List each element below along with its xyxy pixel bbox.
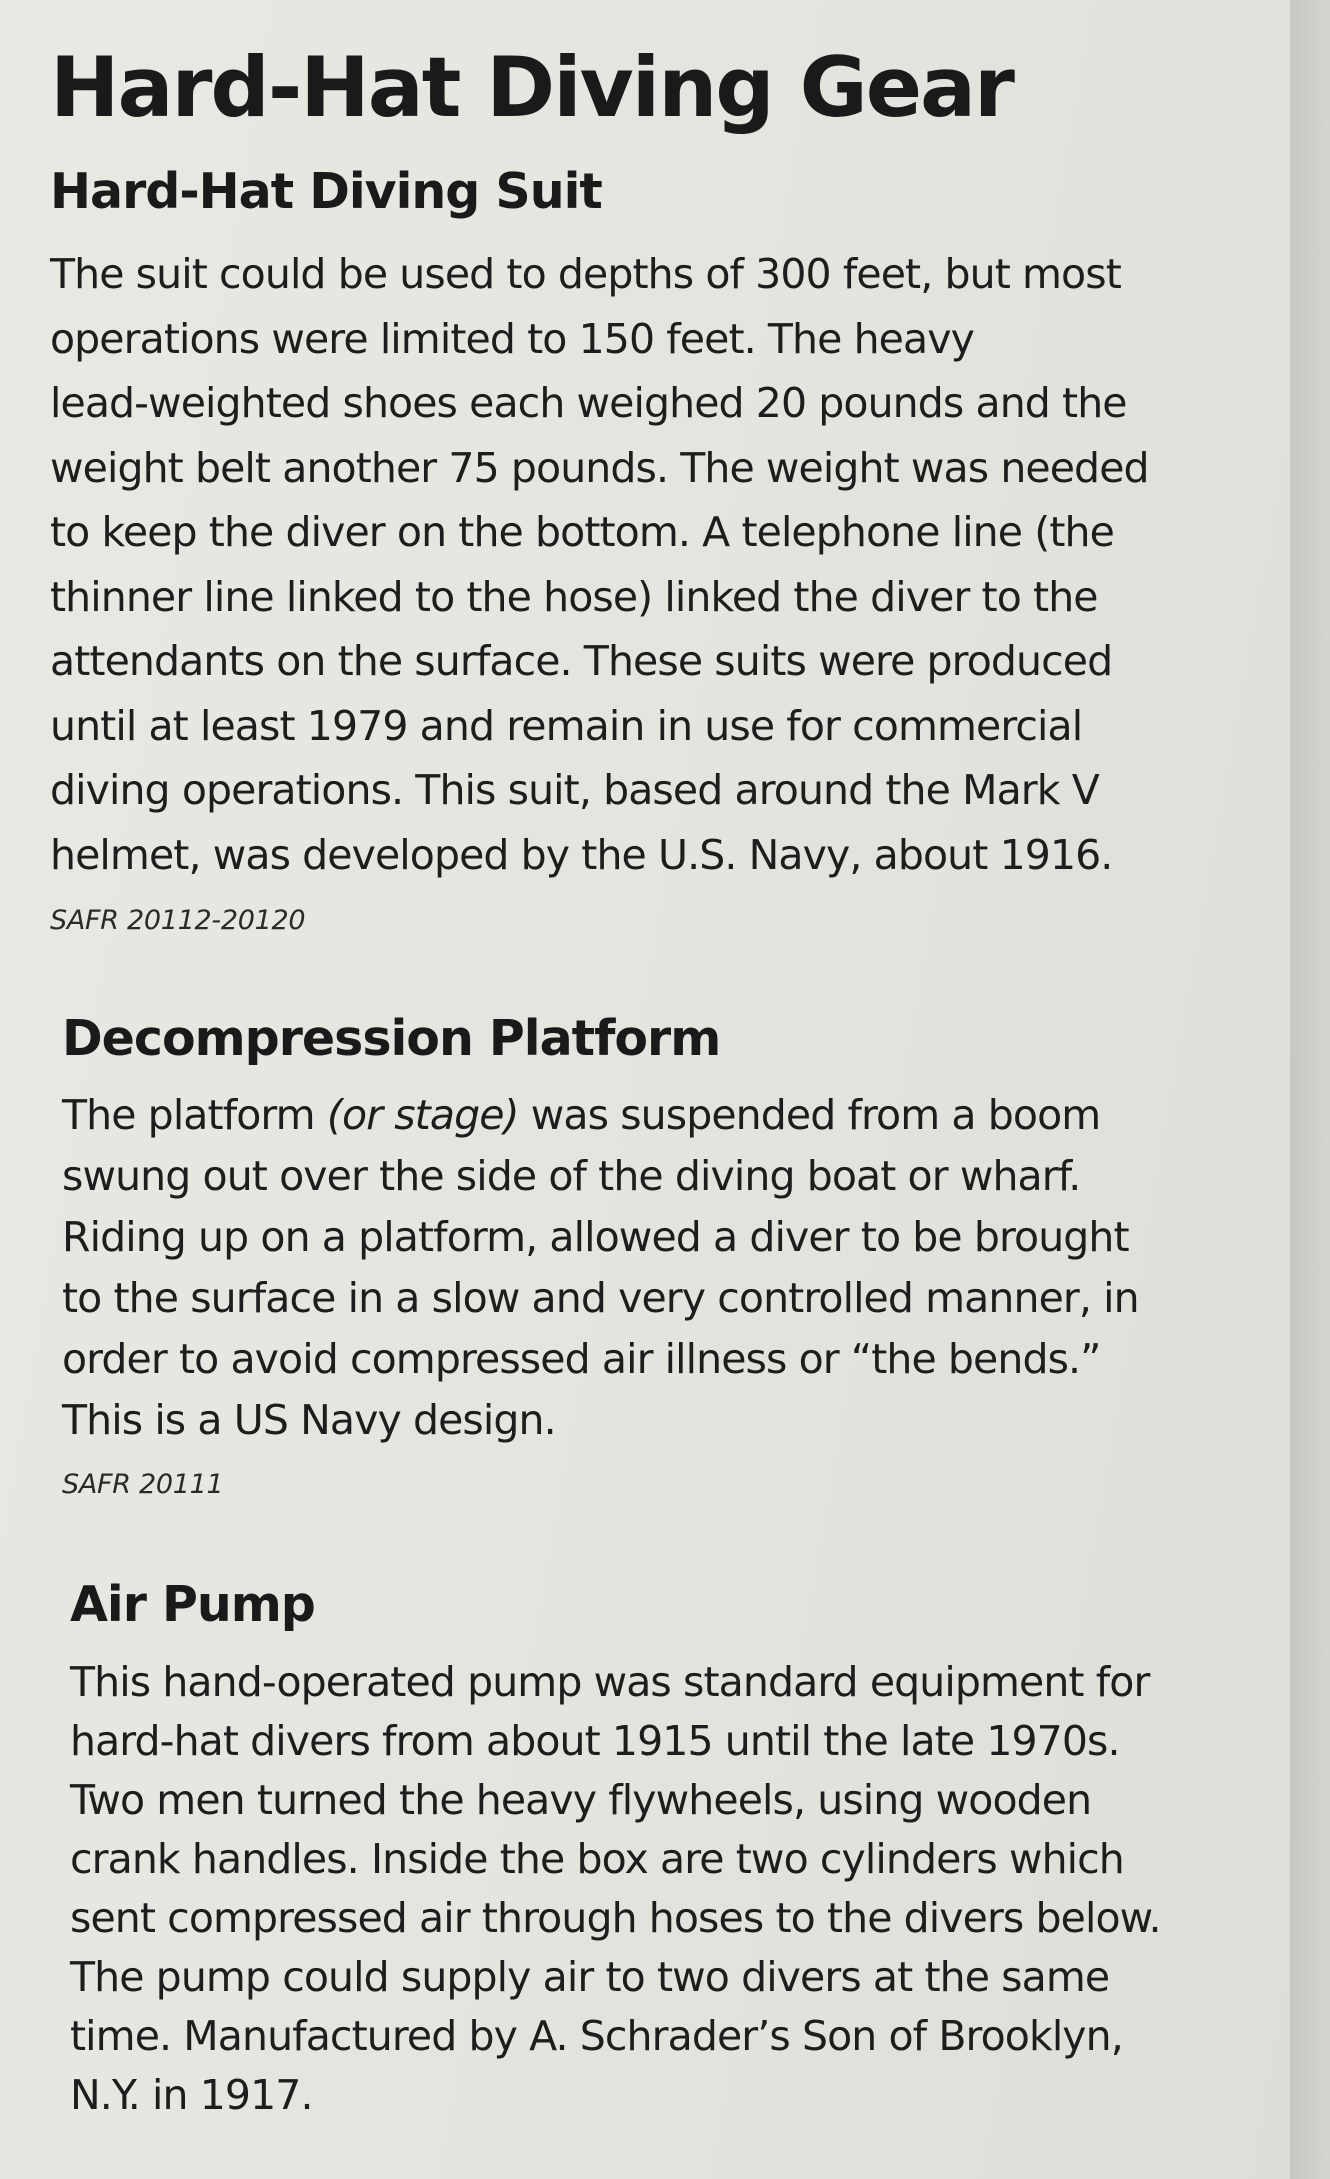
body-line: Two men turned the heavy flywheels, using wooden <box>70 1776 1092 1824</box>
body-line: diving operations. This suit, based around the Mark V <box>50 766 1099 814</box>
body-line: helmet, was developed by the U.S. Navy, about 1916. <box>50 830 1113 879</box>
sign-content <box>50 38 1285 2125</box>
body-line: This hand-operated pump was standard equipment for <box>70 1658 1150 1706</box>
body-line: lead-weighted shoes each weighed 20 pounds and the <box>50 379 1127 427</box>
body-line: N.Y. in 1917. <box>70 2071 313 2119</box>
section-heading: Air Pump <box>70 1576 315 1633</box>
body-line: to the surface in a slow and very controlled manner, in <box>62 1274 1139 1322</box>
body-line: order to avoid compressed air illness or “the bends.” <box>62 1335 1101 1383</box>
body-text: The platform <box>62 1091 327 1139</box>
catalog-number: SAFR 20112-20120 <box>50 905 306 936</box>
body-line: Riding up on a platform, allowed a diver to be brought <box>62 1213 1129 1261</box>
body-line: to keep the diver on the bottom. A telephone line (the <box>50 508 1114 556</box>
body-line: sent compressed air through hoses to the divers below. <box>70 1894 1161 1942</box>
section-body <box>70 1653 1285 2125</box>
body-line: crank handles. Inside the box are two cylinders which <box>70 1835 1124 1883</box>
page-title: Hard-Hat Diving Gear <box>50 39 1013 136</box>
body-line: weight belt another 75 pounds. The weight was needed <box>50 443 1149 492</box>
section-heading: Hard-Hat Diving Suit <box>50 163 602 220</box>
body-line: hard-hat divers from about 1915 until the late 1970s. <box>70 1717 1120 1765</box>
body-line <box>62 1085 1285 1146</box>
body-line: The pump could supply air to two divers at the same <box>70 1953 1110 2001</box>
section-body <box>62 1085 1285 1451</box>
body-line: until at least 1979 and remain in use for commercial <box>50 701 1083 750</box>
wall-edge <box>1290 0 1330 2179</box>
italic-text: (or stage) <box>326 1091 519 1139</box>
section-air-pump <box>70 1575 1285 2125</box>
section-diving-suit <box>50 162 1285 941</box>
body-line: swung out over the side of the diving boat or wharf. <box>62 1152 1081 1200</box>
section-decompression-platform <box>62 1009 1285 1505</box>
catalog-number: SAFR 20111 <box>62 1469 224 1500</box>
body-line: The suit could be used to depths of 300 feet, but most <box>50 250 1121 298</box>
section-body <box>50 242 1285 887</box>
body-line: thinner line linked to the hose) linked the diver to the <box>50 572 1098 621</box>
body-line: attendants on the surface. These suits were produced <box>50 637 1113 685</box>
body-line: time. Manufactured by A. Schrader’s Son of Brooklyn, <box>70 2012 1123 2060</box>
body-line: This is a US Navy design. <box>62 1396 556 1444</box>
body-line: operations were limited to 150 feet. The heavy <box>50 314 974 363</box>
body-text: was suspended from a boom <box>518 1091 1101 1139</box>
section-heading: Decompression Platform <box>62 1010 721 1067</box>
